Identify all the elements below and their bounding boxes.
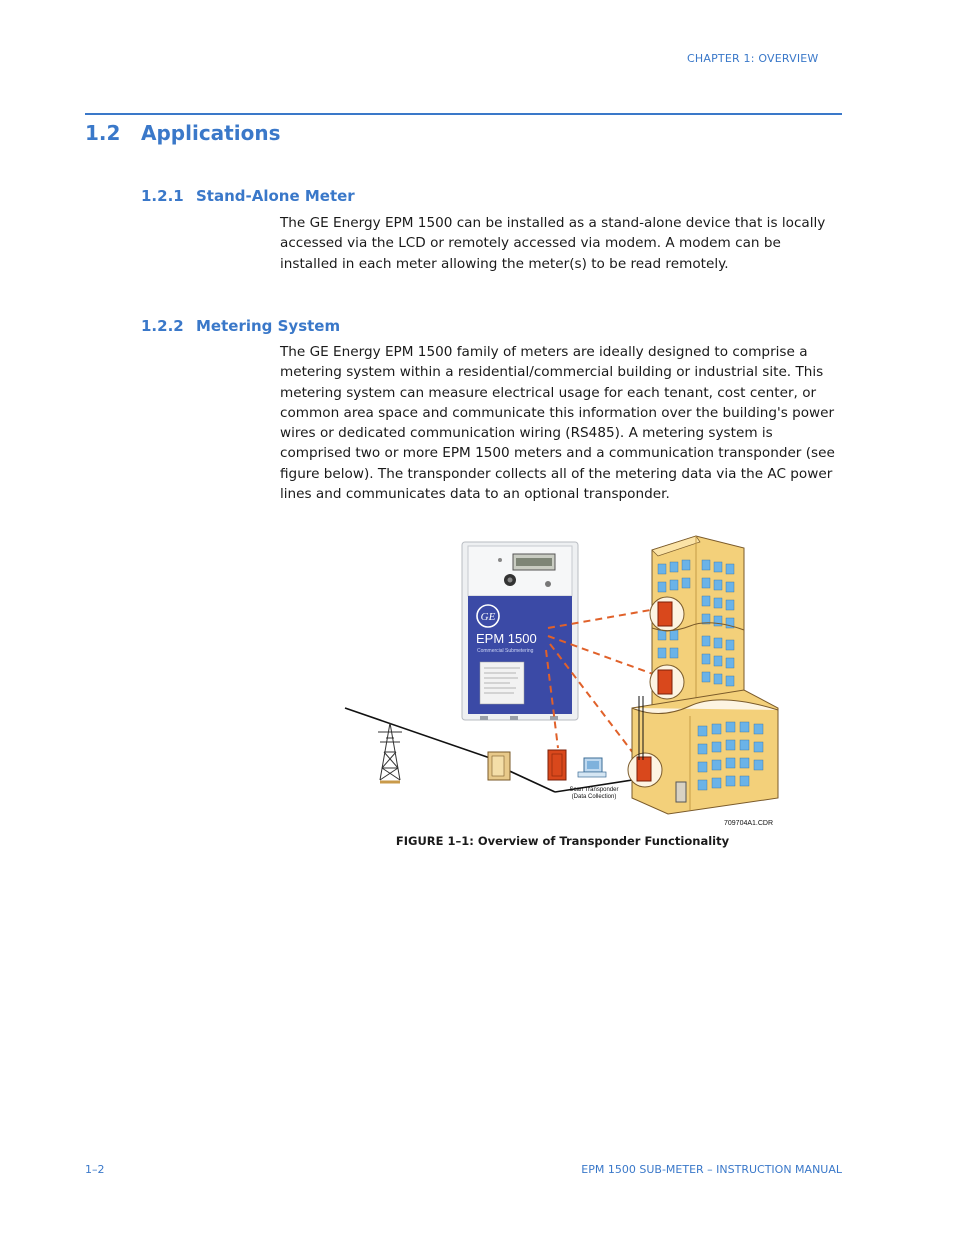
section-title: Applications	[141, 121, 281, 145]
ge-logo: GE	[480, 611, 496, 623]
figure-file-code: 709704A1.CDR	[724, 820, 774, 827]
building-illustration	[628, 536, 778, 814]
subsection-number-2: 1.2.2	[141, 317, 184, 335]
section-number: 1.2	[85, 121, 121, 145]
subsection-title-1: Stand-Alone Meter	[196, 187, 355, 205]
junction-box-icon	[488, 752, 510, 780]
running-head-chapter: CHAPTER 1: OVERVIEW	[687, 52, 819, 65]
footer-manual-title: EPM 1500 SUB-METER – INSTRUCTION MANUAL	[581, 1163, 842, 1176]
paragraph-metering-system: The GE Energy EPM 1500 family of meters are ideally designed to comprise a metering system within a residential/commercial building or industrial site. This metering system can measure electrical usage for each tenant, cost center, or common area space and communicate this information over the building's power wires or dedicated communication wiring (RS485). A metering system is comprised two or more EPM 1500 meters and a communication transponder (see figure below). The transponder collects all of the metering data via the AC power lines and communicates data to an optional transponder.	[280, 344, 835, 503]
tenant-meter-upper-icon	[658, 602, 672, 626]
section-rule	[85, 113, 842, 115]
paragraph-stand-alone-meter: The GE Energy EPM 1500 can be installed as a stand-alone device that is locally accessed via the LCD or remotely accessed via modem. A modem can be installed in each meter allowing the meter(s) to be read remotely.	[280, 215, 826, 272]
epm-1500-meter-image	[462, 542, 578, 720]
transponder-box-icon	[548, 750, 566, 780]
transmission-tower-icon	[378, 723, 402, 782]
transponder-label-line2: (Data Collection)	[571, 794, 617, 800]
subsection-title-2: Metering System	[196, 317, 341, 335]
service-panel-icon	[676, 782, 686, 802]
tenant-meter-lower-icon	[637, 757, 651, 781]
subsection-number-1: 1.2.1	[141, 187, 184, 205]
meter-sublabel: Commercial Submetering	[477, 648, 534, 654]
footer-page-number: 1–2	[85, 1163, 105, 1176]
tenant-meter-middle-icon	[658, 670, 672, 694]
computer-icon	[578, 758, 606, 777]
figure-caption: FIGURE 1–1: Overview of Transponder Functionality	[395, 834, 730, 848]
transponder-figure	[340, 530, 785, 830]
transponder-label-line1: Scan Transponder	[569, 787, 619, 793]
meter-label: EPM 1500	[476, 631, 537, 646]
